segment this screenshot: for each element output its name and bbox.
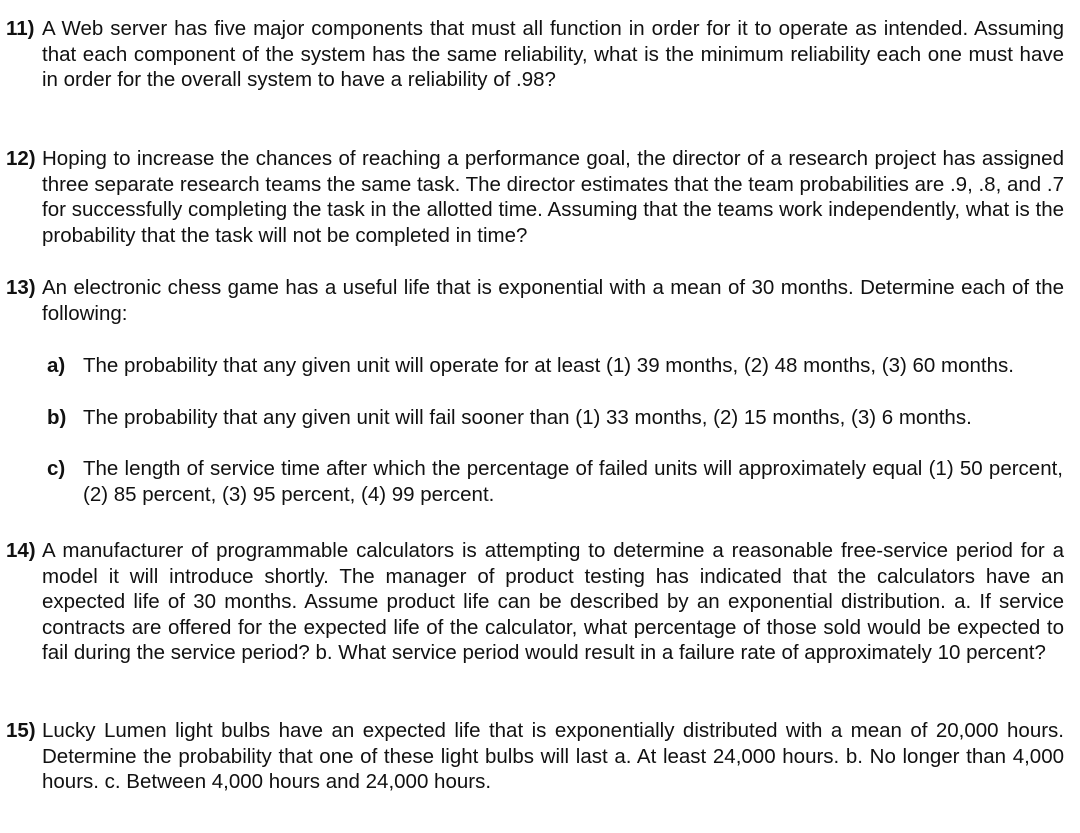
- problem-12: [6, 146, 1064, 248]
- part-text: The probability that any given unit will fail sooner than (1) 33 months, (2) 15 months, (3) 6 months.: [83, 406, 972, 429]
- problem-number: 12): [6, 147, 36, 170]
- part-text: The length of service time after which the percentage of failed units will approximately equal (1) 50 percent, (2) 85 percent, (3) 95 percent, (4) 99 percent.: [83, 457, 1063, 506]
- problem-15: [6, 718, 1064, 795]
- part-text: The probability that any given unit will operate for at least (1) 39 months, (2) 48 months, (3) 60 months.: [83, 354, 1014, 377]
- problem-13-part-c: [47, 456, 1063, 507]
- problem-number: 11): [6, 17, 35, 40]
- part-label: b): [47, 406, 67, 429]
- problem-number: 15): [6, 719, 36, 742]
- problem-text: A manufacturer of programmable calculators is attempting to determine a reasonable free-service period for a model it will introduce shortly. The manager of product testing has indicated that the calculators have an expected life of 30 months. Assume product life can be described by an exponential distribution. a. If service contracts are offered for the expected life of the calculator, what percentage of those sold would be expected to fail during the service period? b. What service period would result in a failure rate of approximately 10 percent?: [42, 539, 1064, 665]
- part-label: c): [47, 457, 66, 480]
- problem-number: 14): [6, 539, 36, 562]
- problem-14: [6, 538, 1064, 666]
- problem-text: Hoping to increase the chances of reaching a performance goal, the director of a research project has assigned three separate research teams the same task. The director estimates that the team probabilities are .9, .8, and .7 for successfully completing the task in the allotted time. Assuming that the teams work independently, what is the probability that the task will not be completed in time?: [42, 147, 1064, 247]
- problem-text: A Web server has five major components that must all function in order for it to operate as intended. Assuming that each component of the system has the same reliability, what is the minimum reliability each one must have in order for the overall system to have a reliability of .98?: [42, 17, 1064, 92]
- problem-11: [6, 16, 1064, 93]
- problem-13-part-b: [47, 405, 1063, 431]
- problem-text: Lucky Lumen light bulbs have an expected life that is exponentially distributed with a mean of 20,000 hours. Determine the probability that one of these light bulbs will last a. At least 24,000 hours. b. No longer than 4,000 hours. c. Between 4,000 hours and 24,000 hours.: [42, 719, 1064, 794]
- problem-number: 13): [6, 276, 36, 299]
- problem-text: An electronic chess game has a useful life that is exponential with a mean of 30 months. Determine each of the following:: [42, 276, 1064, 325]
- problem-13: [6, 275, 1064, 326]
- problem-13-part-a: [47, 353, 1063, 379]
- part-label: a): [47, 354, 66, 377]
